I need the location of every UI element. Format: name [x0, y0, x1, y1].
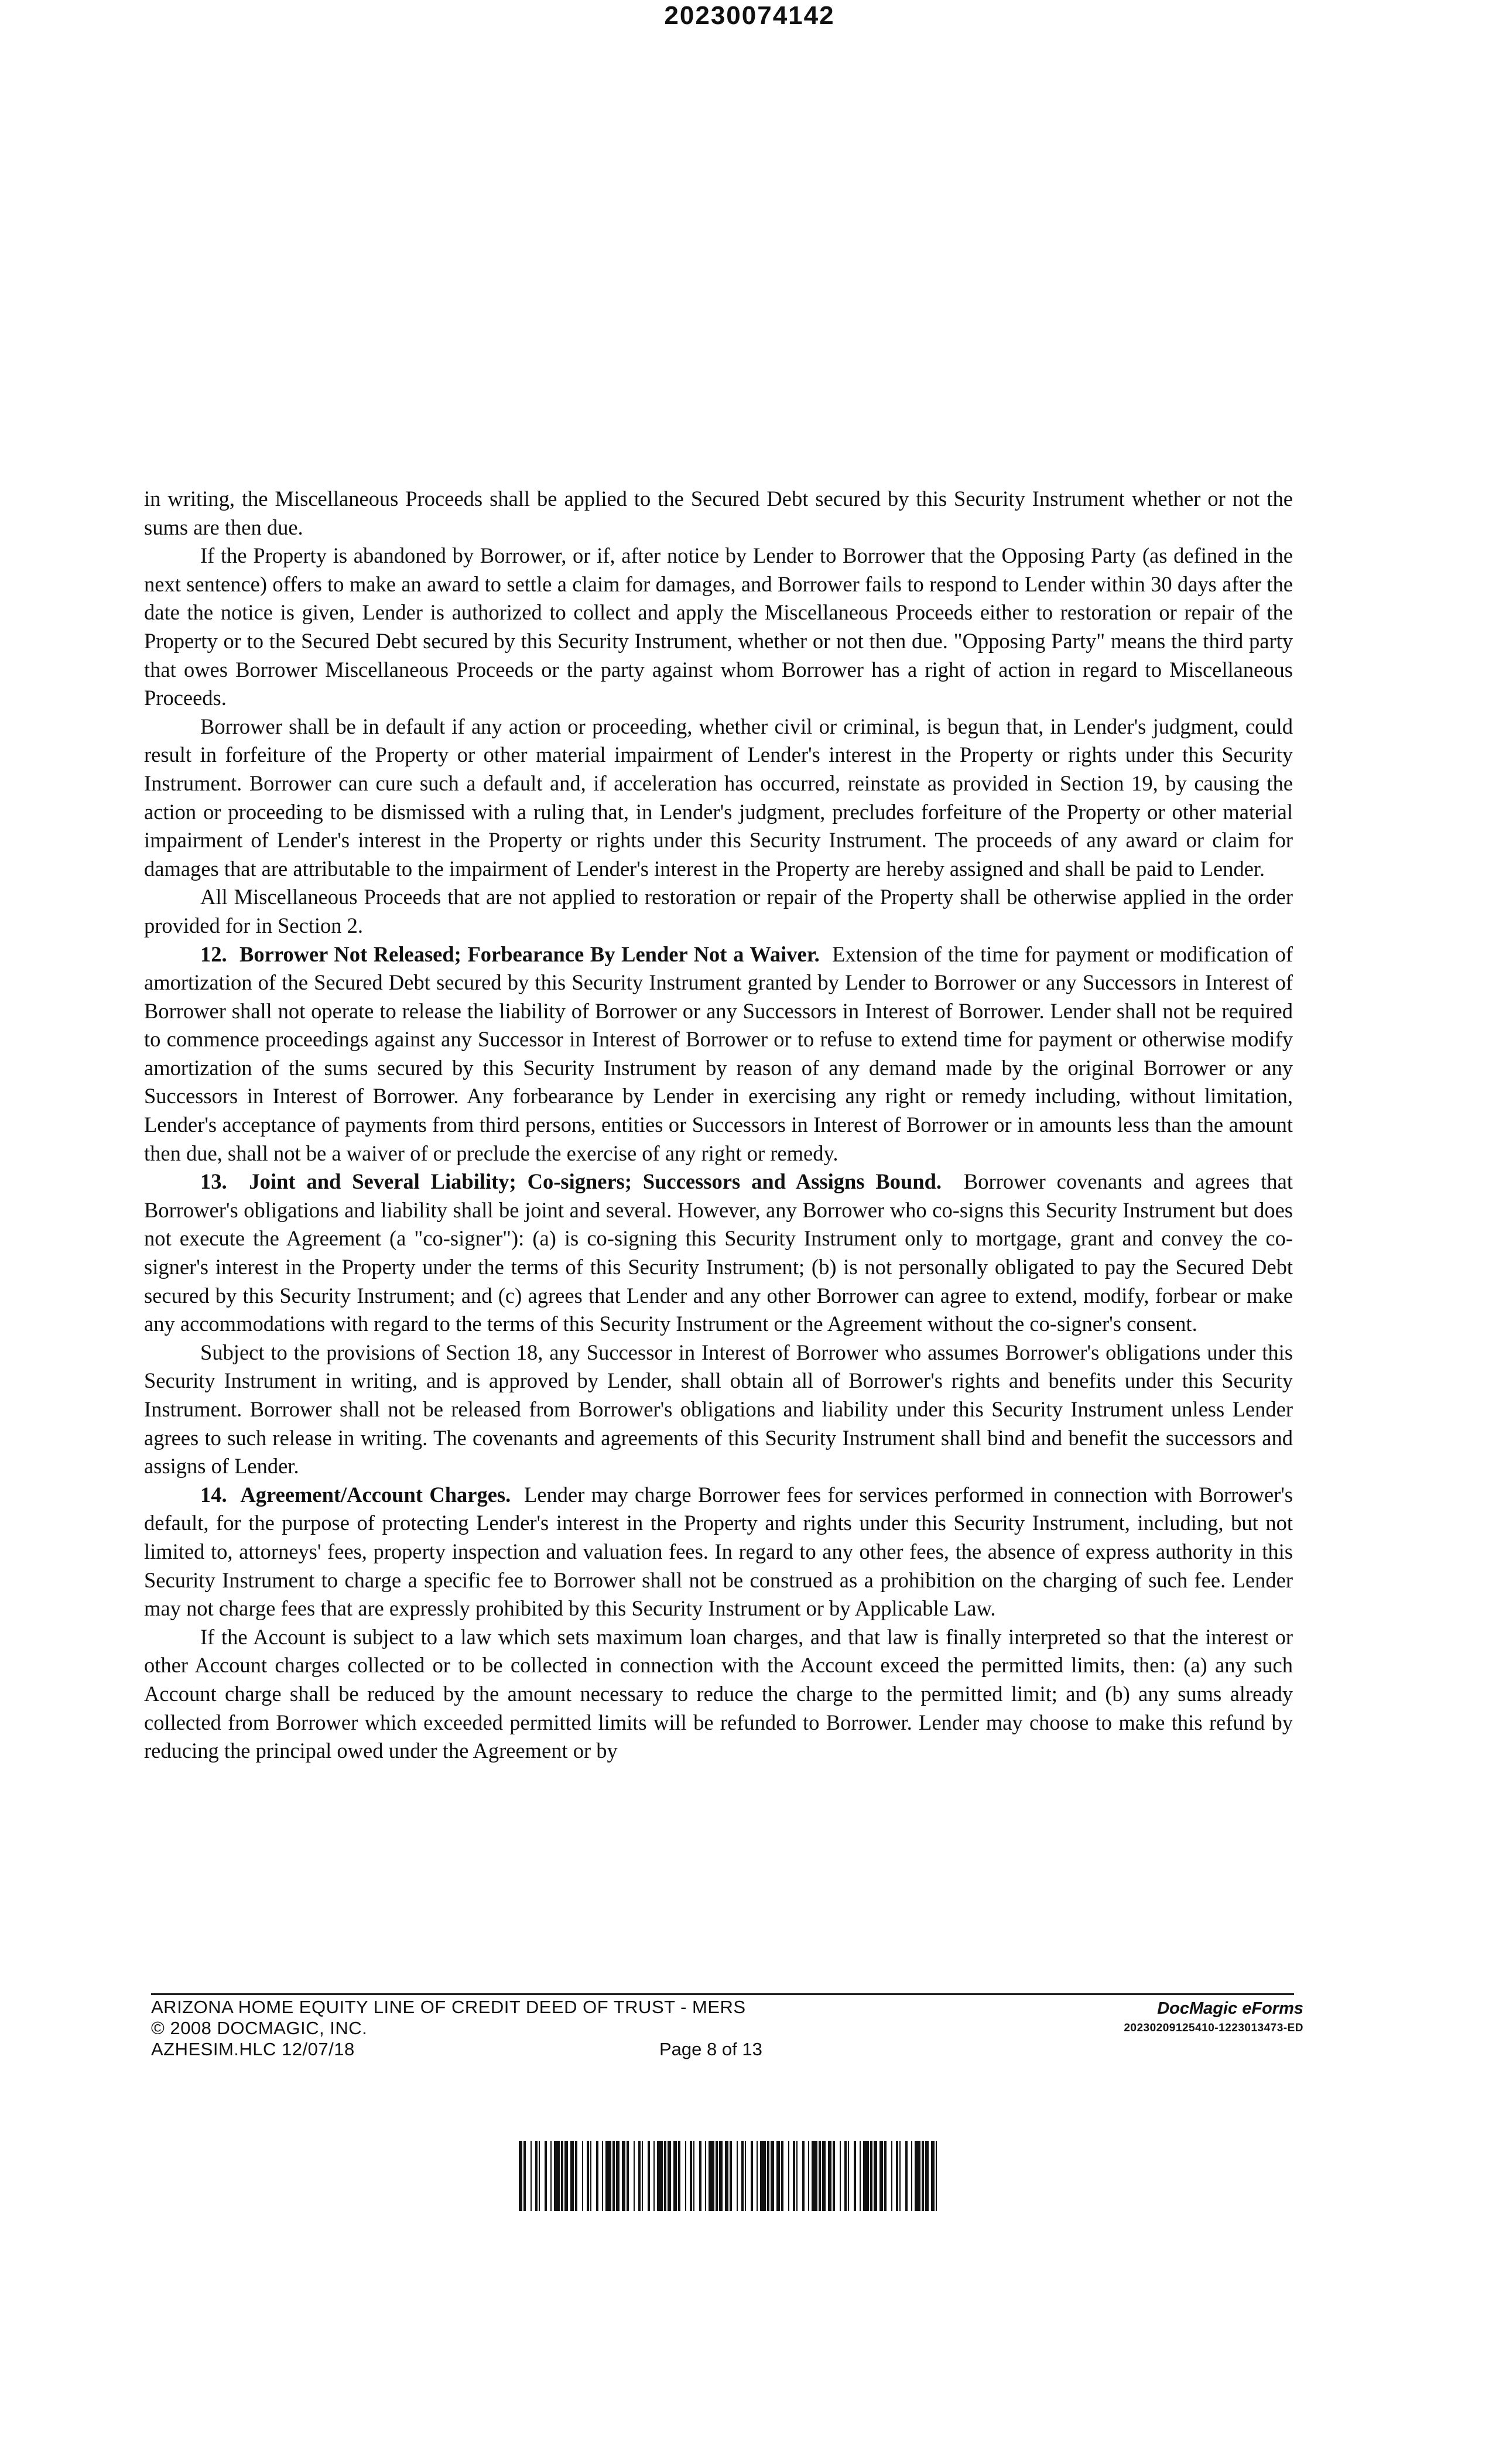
- section-12: [144, 940, 1293, 1168]
- footer-brand-block: [1124, 1999, 1303, 2035]
- document-code: 20230209125410-1223013473-ED: [1124, 2022, 1303, 2034]
- barcode-icon: [519, 2141, 937, 2211]
- paragraph: If the Property is abandoned by Borrower, or if, after notice by Lender to Borrower that the Opposing Party (as defined in the next sentence) offers to make an award to settle a claim for damages, and Borrower fails to respond to Lender within 30 days after the date the notice is given, Lender is authorized to collect and apply the Miscellaneous Proceeds either to restoration or repair of the Property or to the Secured Debt secured by this Security Instrument, whether or not then due. "Opposing Party" means the third party that owes Borrower Miscellaneous Proceeds or the party against whom Borrower has a right of action in regard to Miscellaneous Proceeds.: [144, 543, 1293, 710]
- paragraph: All Miscellaneous Proceeds that are not applied to restoration or repair of the Property shall be otherwise applied in the order provided for in Section 2.: [144, 885, 1293, 937]
- footer-divider: [151, 1993, 1294, 1995]
- footer-form-code: AZHESIM.HLC 12/07/18: [151, 2039, 355, 2059]
- section-12-number: 12.: [200, 942, 227, 966]
- section-14-heading: Agreement/Account Charges.: [240, 1482, 511, 1507]
- footer-form-title: ARIZONA HOME EQUITY LINE OF CREDIT DEED OF TRUST - MERS: [151, 1997, 746, 2017]
- section-12-heading: Borrower Not Released; Forbearance By Lender Not a Waiver.: [239, 942, 820, 966]
- footer-copyright: © 2008 DOCMAGIC, INC.: [151, 2018, 368, 2038]
- footer-form-info: [151, 1997, 746, 2060]
- section-13-heading: Joint and Several Liability; Co-signers; Successors and Assigns Bound.: [249, 1169, 942, 1194]
- section-14-number: 14.: [200, 1482, 227, 1507]
- document-body: [144, 485, 1293, 1765]
- page-number: Page 8 of 13: [659, 2039, 762, 2059]
- section-14-text: Lender may charge Borrower fees for services performed in connection with Borrower's default, for the purpose of protecting Lender's interest in the Property and rights under this Security Instrument, including, but not limited to, attorneys' fees, property inspection and valuation fees. In regard to any other fees, the absence of express authority in this Security Instrument to charge a specific fee to Borrower shall not be construed as a prohibition on the charging of such fee. Lender may not charge fees that are expressly prohibited by this Security Instrument or by Applicable Law.: [144, 1482, 1293, 1621]
- docmagic-logo: DocMagic eForms: [1157, 1999, 1303, 2018]
- paragraph: Borrower shall be in default if any action or proceeding, whether civil or criminal, is begun that, in Lender's judgment, could result in forfeiture of the Property or other material impairment of Lender's interest in the Property or rights under this Security Instrument. Borrower can cure such a default and, if acceleration has occurred, reinstate as provided in Section 19, by causing the action or proceeding to be dismissed with a ruling that, in Lender's judgment, precludes forfeiture of the Property or other material impairment of Lender's interest in the Property or rights under this Security Instrument. The proceeds of any award or claim for damages that are attributable to the impairment of Lender's interest in the Property are hereby assigned and shall be paid to Lender.: [144, 714, 1293, 881]
- section-12-text: Extension of the time for payment or modification of amortization of the Secured Debt secured by this Security Instrument granted by Lender to Borrower or any Successors in Interest of Borrower shall not operate to release the liability of Borrower or any Successors in Interest of Borrower. Lender shall not be required to commence proceedings against any Successor in Interest of Borrower or to refuse to extend time for payment or otherwise modify amortization of the sums secured by this Security Instrument by reason of any demand made by the original Borrower or any Successors in Interest of Borrower. Any forbearance by Lender in exercising any right or remedy including, without limitation, Lender's acceptance of payments from third persons, entities or Successors in Interest of Borrower or in amounts less than the amount then due, shall not be a waiver of or preclude the exercise of any right or remedy.: [144, 942, 1293, 1165]
- paragraph: If the Account is subject to a law which sets maximum loan charges, and that law is finally interpreted so that the interest or other Account charges collected or to be collected in connection with the Account exceed the permitted limits, then: (a) any such Account charge shall be reduced by the amount necessary to reduce the charge to the permitted limit; and (b) any sums already collected from Borrower which exceeded permitted limits will be refunded to Borrower. Lender may choose to make this refund by reducing the principal owed under the Agreement or by: [144, 1624, 1293, 1763]
- section-13: [144, 1168, 1293, 1339]
- section-14: [144, 1481, 1293, 1623]
- section-13-text: Borrower covenants and agrees that Borrower's obligations and liability shall be joint and several. However, any Borrower who co-signs this Security Instrument but does not execute the Agreement (a "co-signer"): (a) is co-signing this Security Instrument only to mortgage, grant and convey the co-signer's interest in the Property under the terms of this Security Instrument; (b) is not personally obligated to pay the Secured Debt secured by this Security Instrument; and (c) agrees that Lender and any other Borrower can agree to extend, modify, forbear or make any accommodations with regard to the terms of this Security Instrument or the Agreement without the co-signer's consent.: [144, 1169, 1293, 1336]
- paragraph: in writing, the Miscellaneous Proceeds shall be applied to the Secured Debt secured by this Security Instrument whether or not the sums are then due.: [144, 487, 1293, 539]
- recording-number: 20230074142: [664, 1, 835, 30]
- paragraph: Subject to the provisions of Section 18, any Successor in Interest of Borrower who assumes Borrower's obligations under this Security Instrument in writing, and is approved by Lender, shall obtain all of Borrower's rights and benefits under this Security Instrument. Borrower shall not be released from Borrower's obligations and liability under this Security Instrument unless Lender agrees to such release in writing. The covenants and agreements of this Security Instrument shall bind and benefit the successors and assigns of Lender.: [144, 1340, 1293, 1479]
- section-13-number: 13.: [200, 1169, 227, 1194]
